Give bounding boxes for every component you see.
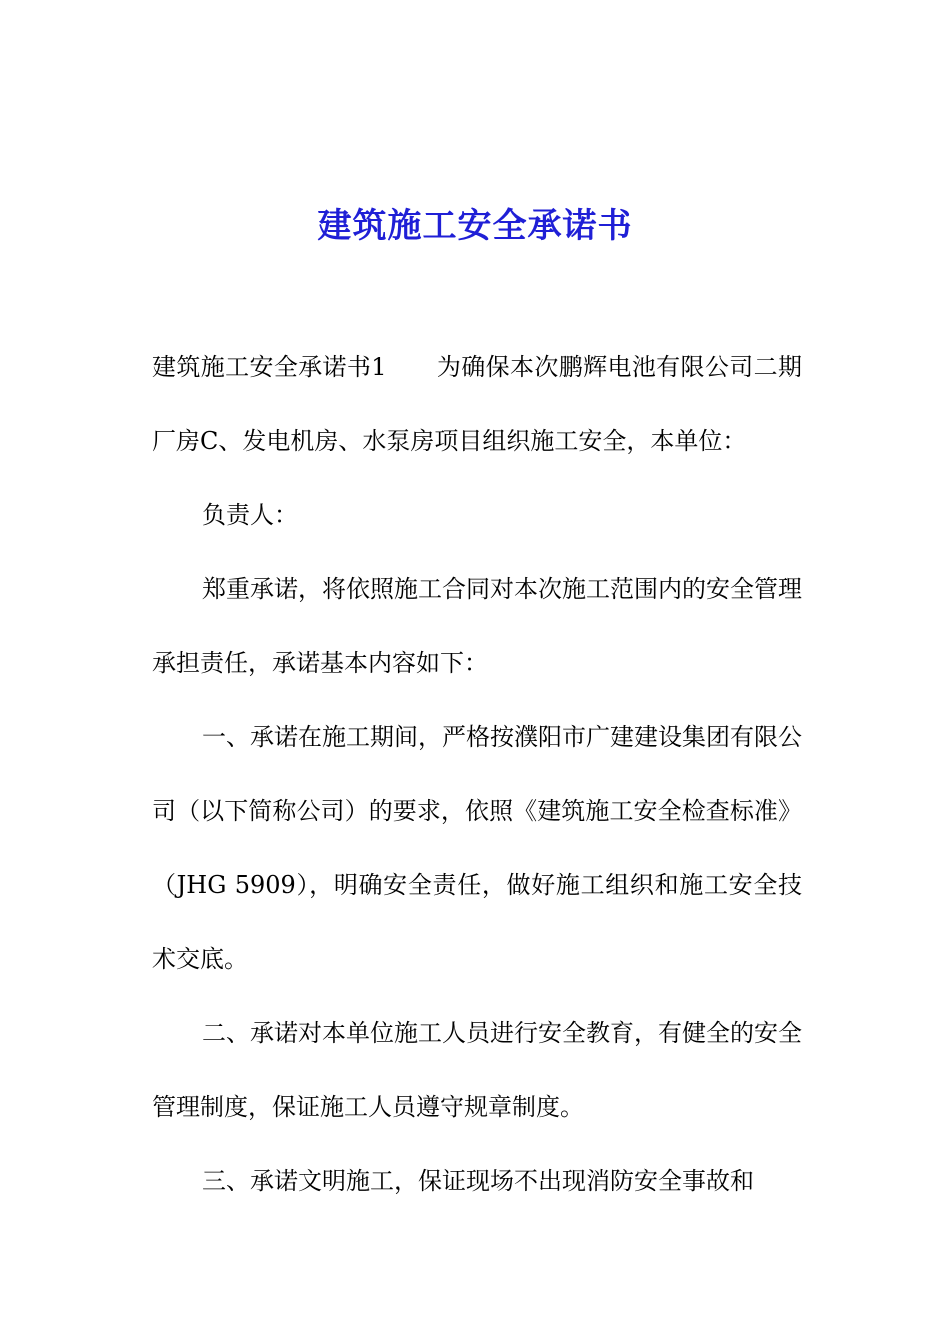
paragraph-intro-lead: 建筑施工安全承诺书1	[152, 353, 387, 381]
paragraph-pledge: 郑重承诺，将依照施工合同对本次施工范围内的安全管理承担责任，承诺基本内容如下：	[152, 575, 802, 677]
paragraph-item-2: 二、承诺对本单位施工人员进行安全教育，有健全的安全管理制度，保证施工人员遵守规章制度。	[152, 1019, 802, 1121]
paragraph-responsible: 负责人：	[202, 501, 298, 529]
paragraph-item-1: 一、承诺在施工期间，严格按濮阳市广建建设集团有限公司（以下简称公司）的要求，依照《建筑施工安全检查标准》（JHG 5909），明确安全责任，做好施工组织和施工安全技术交底。	[152, 723, 802, 973]
paragraph-item-3: 三、承诺文明施工，保证现场不出现消防安全事故和	[202, 1167, 754, 1195]
paragraph-intro-text: 为确保本次鹏辉电池有限公司二期厂房C、发电机房、水泵房项目组织施工安全，本单位：	[152, 353, 802, 455]
document-body	[152, 330, 802, 1218]
paragraph-intro	[152, 330, 802, 478]
document-title: 建筑施工安全承诺书	[317, 205, 633, 246]
